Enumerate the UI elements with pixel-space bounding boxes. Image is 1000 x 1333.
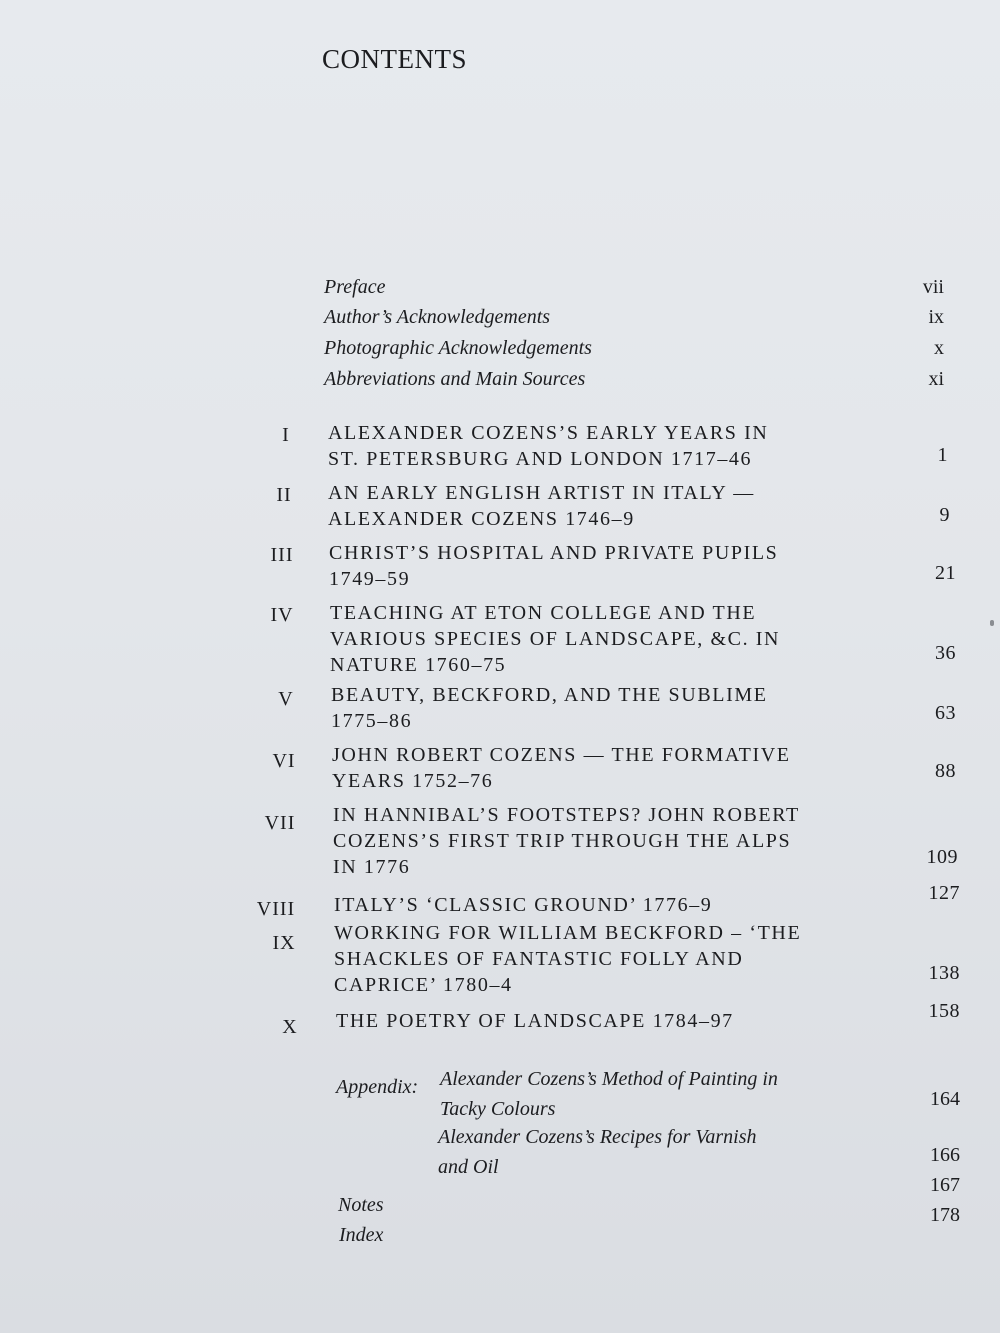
chapter-title-line: ALEXANDER COZENS’S EARLY YEARS IN xyxy=(328,422,769,444)
entry-title: Photographic Acknowledgements xyxy=(324,337,592,359)
chapter-number: I xyxy=(282,424,290,446)
chapter-number: VII xyxy=(264,812,296,834)
entry-page: ix xyxy=(928,306,944,328)
entry-page: vii xyxy=(922,276,944,298)
chapter-number: III xyxy=(270,544,294,566)
chapter-number: X xyxy=(282,1016,298,1038)
chapter-page: 9 xyxy=(939,504,950,526)
chapter-title-line: COZENS’S FIRST TRIP THROUGH THE ALPS xyxy=(333,830,792,852)
entry-title: Abbreviations and Main Sources xyxy=(324,368,586,390)
appendix-item-line: Tacky Colours xyxy=(440,1098,556,1120)
chapter-page: 138 xyxy=(928,962,960,984)
appendix-item-page: 166 xyxy=(930,1144,960,1166)
chapter-page: 88 xyxy=(935,760,956,782)
chapter-title-line: YEARS 1752–76 xyxy=(332,770,494,792)
appendix-item-1 xyxy=(440,1064,778,1124)
chapter-title-line: SHACKLES OF FANTASTIC FOLLY AND xyxy=(334,948,744,970)
chapter-title-line: ITALY’S ‘CLASSIC GROUND’ 1776–9 xyxy=(334,894,713,916)
chapter-title-line: 1775–86 xyxy=(331,710,413,732)
chapter-page: 109 xyxy=(926,846,958,868)
chapter-title-line: TEACHING AT ETON COLLEGE AND THE xyxy=(330,602,757,624)
toc-entry-abbreviations xyxy=(0,368,1000,398)
page-title: CONTENTS xyxy=(322,44,467,74)
chapter-title-line: CHRIST’S HOSPITAL AND PRIVATE PUPILS xyxy=(329,542,779,564)
chapter-title xyxy=(328,480,755,532)
chapter-number: V xyxy=(278,688,294,710)
chapter-title xyxy=(330,600,780,678)
chapter-title-line: NATURE 1760–75 xyxy=(330,654,507,676)
entry-title: Index xyxy=(339,1224,384,1246)
chapter-title-line: BEAUTY, BECKFORD, AND THE SUBLIME xyxy=(331,684,768,706)
chapter-title-line: IN HANNIBAL’S FOOTSTEPS? JOHN ROBERT xyxy=(333,804,800,826)
chapter-number: II xyxy=(276,484,292,506)
chapter-title-line: ALEXANDER COZENS 1746–9 xyxy=(328,508,635,530)
chapter-number: VIII xyxy=(256,898,296,920)
chapter-page: 127 xyxy=(928,882,960,904)
entry-page: xi xyxy=(928,368,944,390)
chapter-title-line: AN EARLY ENGLISH ARTIST IN ITALY — xyxy=(328,482,755,504)
chapter-title xyxy=(334,920,801,998)
appendix-item-line: and Oil xyxy=(438,1156,499,1178)
entry-title: Preface xyxy=(324,276,386,298)
chapter-title-line: CAPRICE’ 1780–4 xyxy=(334,974,513,996)
entry-title: Notes xyxy=(338,1194,384,1216)
chapter-title xyxy=(336,1008,734,1034)
chapter-title xyxy=(328,420,768,472)
chapter-title xyxy=(329,540,778,592)
entry-page: 167 xyxy=(930,1174,960,1196)
chapter-number: IX xyxy=(272,932,296,954)
chapter-title xyxy=(333,802,800,880)
entry-title: Author’s Acknowledgements xyxy=(324,306,551,328)
chapter-title-line: THE POETRY OF LANDSCAPE 1784–97 xyxy=(336,1010,734,1032)
toc-entry-photographic-acknowledgements xyxy=(0,337,1000,367)
page-speck xyxy=(990,620,994,626)
appendix-item-line: Alexander Cozens’s Method of Painting in xyxy=(440,1068,778,1090)
chapter-page: 63 xyxy=(935,702,956,724)
appendix-item-2 xyxy=(438,1122,757,1182)
chapter-title-line: IN 1776 xyxy=(333,856,411,878)
chapter-number: VI xyxy=(272,750,296,772)
appendix-item-page: 164 xyxy=(930,1088,960,1110)
chapter-title xyxy=(334,892,712,918)
chapter-title xyxy=(332,742,791,794)
chapter-title-line: VARIOUS SPECIES OF LANDSCAPE, &C. IN xyxy=(330,628,781,650)
chapter-title xyxy=(331,682,768,734)
chapter-page: 21 xyxy=(935,562,956,584)
appendix-label: Appendix: xyxy=(336,1076,419,1098)
chapter-page: 1 xyxy=(937,444,948,466)
chapter-number: IV xyxy=(270,604,294,626)
chapter-title-line: JOHN ROBERT COZENS — THE FORMATIVE xyxy=(332,744,791,766)
toc-entry-authors-acknowledgements xyxy=(0,306,1000,336)
appendix-item-line: Alexander Cozens’s Recipes for Varnish xyxy=(438,1126,757,1148)
chapter-title-line: ST. PETERSBURG AND LONDON 1717–46 xyxy=(328,448,753,470)
chapter-page: 158 xyxy=(928,1000,960,1022)
entry-page: 178 xyxy=(930,1204,960,1226)
chapter-page: 36 xyxy=(935,642,956,664)
chapter-title-line: WORKING FOR WILLIAM BECKFORD – ‘THE xyxy=(334,922,802,944)
toc-entry-preface xyxy=(0,276,1000,306)
entry-page: x xyxy=(934,337,944,359)
chapter-title-line: 1749–59 xyxy=(329,568,411,590)
